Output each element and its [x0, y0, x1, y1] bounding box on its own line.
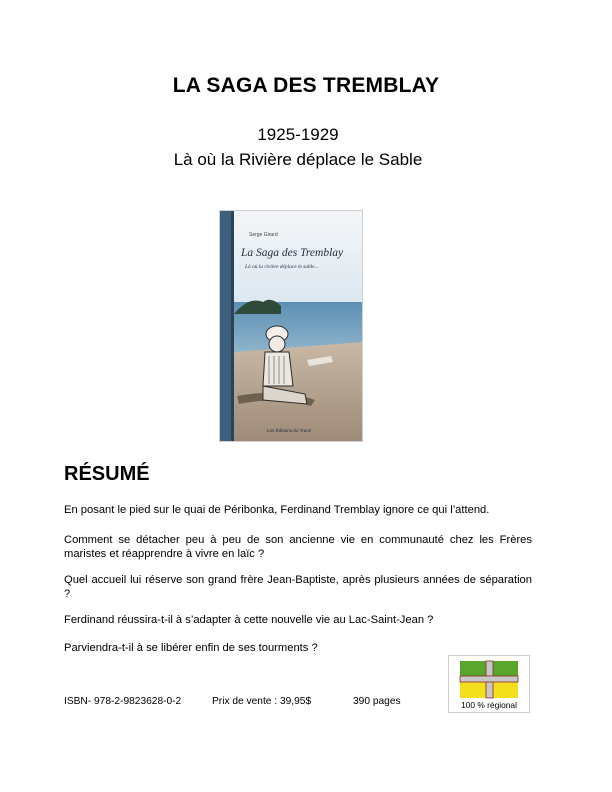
isbn-text: ISBN- 978-2-9823628-0-2 [64, 696, 182, 707]
price-text: Prix de vente : 39,95$ [212, 696, 312, 707]
cover-title: La Saga des Tremblay [241, 247, 344, 259]
badge-label: 100 % régional [461, 700, 517, 710]
page-count-text: 390 pages [353, 696, 401, 707]
resume-paragraph: Comment se détacher peu à peu de son ancienne vie en communauté chez les Frères maristes et réapprendre à vivre en laïc ? [64, 534, 532, 560]
cover-author: Serge Girard [249, 232, 278, 238]
years-heading: 1925-1929 [257, 125, 339, 144]
resume-paragraph: Ferdinand réussira-t-il à s’adapter à cette nouvelle vie au Lac-Saint-Jean ? [64, 614, 434, 626]
resume-paragraph: En posant le pied sur le quai de Péribonka, Ferdinand Tremblay ignore ce qui l’attend. [64, 504, 490, 516]
cover-subtitle: Là où la rivière déplace le sable... [245, 264, 319, 270]
book-cover-image [219, 210, 363, 442]
subtitle-heading: Là où la Rivière déplace le Sable [173, 150, 423, 169]
resume-heading: RÉSUMÉ [64, 463, 150, 485]
resume-paragraph: Parviendra-t-il à se libérer enfin de ses tourments ? [64, 642, 318, 654]
resume-paragraph: Quel accueil lui réserve son grand frère Jean-Baptiste, après plusieurs années de séparation ? [64, 574, 532, 600]
cover-publisher: Les Éditions du Tracé [267, 428, 312, 433]
page-title: LA SAGA DES TREMBLAY [172, 74, 440, 97]
